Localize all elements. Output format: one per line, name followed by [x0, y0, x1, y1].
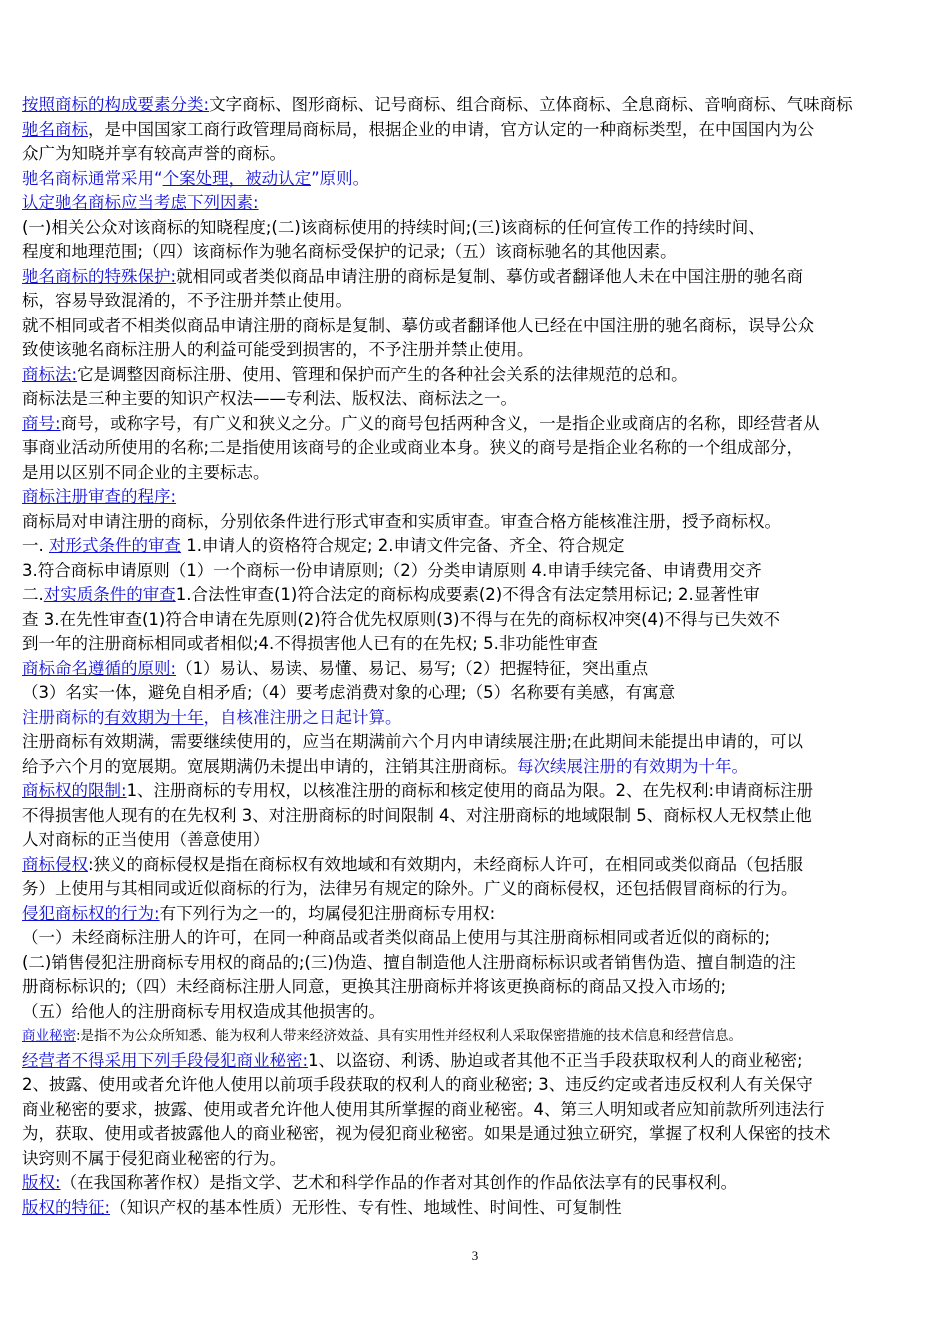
- heading-link[interactable]: 版权:: [22, 1173, 61, 1192]
- text-line: [22, 534, 930, 559]
- heading-link[interactable]: 商业秘密: [22, 1028, 76, 1044]
- body-text: 1.合法性审查(1)符合法定的商标构成要素(2)不得含有法定禁用标记; 2.显著性审: [175, 585, 760, 604]
- text-line: [22, 93, 930, 118]
- body-text: 册商标标识的;（四）未经商标注册人同意，更换其注册商标并将该更换商标的商品又投入市场的;: [22, 977, 727, 996]
- highlight-text: 每次续展注册的有效期为十年。: [517, 756, 748, 776]
- body-text: 商标局对申请注册的商标，分别依条件进行形式审查和实质审查。审查合格方能核准注册，授予商标权。: [22, 511, 781, 531]
- heading-link[interactable]: 商标命名遵循的原则:: [22, 658, 177, 678]
- text-line: [22, 265, 930, 290]
- highlight-text: ”原则。: [311, 168, 370, 188]
- heading-link[interactable]: 商标注册审查的程序:: [22, 487, 177, 506]
- body-text: (一)相关公众对该商标的知晓程度;(二)该商标使用的持续时间;(三)该商标的任何宣传工作的持续时间、: [22, 217, 765, 237]
- highlight-text: ，自核准注册之日起计算。: [203, 707, 402, 727]
- text-line: [22, 1196, 930, 1221]
- heading-link[interactable]: 对实质条件的审查: [43, 585, 176, 604]
- body-text: (二)销售侵犯注册商标专用权的商品的;(三)伪造、擅自制造他人注册商标标识或者销售伪造、擅自制造的注: [22, 952, 796, 972]
- body-text: 商业秘密的要求，披露、使用或者允许他人使用其所掌握的商业秘密。4、第三人明知或者应知前款所列违法行: [22, 1099, 825, 1119]
- text-line: [22, 1049, 930, 1074]
- body-text: （在我国称著作权）是指文学、艺术和科学作品的作者对其创作的作品依法享有的民事权利。: [60, 1173, 738, 1192]
- heading-link[interactable]: 驰名商标: [22, 119, 88, 139]
- heading-link[interactable]: 商标法:: [22, 364, 78, 384]
- heading-link[interactable]: 个案处理，被动认定: [162, 168, 312, 188]
- body-text: 3.符合商标申请原则（1）一个商标一份申请原则;（2）分类申请原则 4.申请手续完备、申请费用交齐: [22, 560, 762, 580]
- text-line: [22, 853, 930, 878]
- text-line: [22, 240, 930, 265]
- text-line: [22, 608, 930, 633]
- body-text: 诀窍则不属于侵犯商业秘密的行为。: [22, 1148, 286, 1168]
- text-line: [22, 804, 930, 829]
- text-line: [22, 877, 930, 902]
- body-text: 一.: [22, 536, 49, 555]
- body-text: 有下列行为之一的，均属侵犯注册商标专用权:: [159, 903, 496, 923]
- body-text: 众广为知晓并享有较高声誉的商标。: [22, 144, 286, 163]
- body-text: 是用以区别不同企业的主要标志。: [22, 462, 270, 482]
- text-line: [22, 338, 930, 363]
- body-text: :狭义的商标侵权是指在商标权有效地域和有效期内，未经商标人许可，在相同或类似商品（包括服: [88, 854, 804, 874]
- body-text: 1、注册商标的专用权，以核准注册的商标和核定使用的商品为限。2、在先权利:申请商标注册: [126, 781, 814, 800]
- text-line: [22, 436, 930, 461]
- body-text: 给予六个月的宽展期。宽展期满仍未提出申请的，注销其注册商标。: [22, 756, 517, 776]
- body-text: （五）给他人的注册商标专用权造成其他损害的。: [22, 1001, 385, 1021]
- body-text: 2、披露、使用或者允许他人使用以前项手段获取的权利人的商业秘密; 3、违反约定或者违反权利人有关保守: [22, 1075, 813, 1094]
- text-line: [22, 1073, 930, 1098]
- text-line: [22, 583, 930, 608]
- heading-link[interactable]: 商标侵权: [22, 854, 88, 874]
- text-line: [22, 657, 930, 682]
- body-text: 不得损害他人现有的在先权利 3、对注册商标的时间限制 4、对注册商标的地域限制 5、商标权人无权禁止他: [22, 805, 812, 825]
- heading-link[interactable]: 对形式条件的审查: [49, 536, 181, 555]
- text-line: [22, 706, 930, 731]
- heading-link[interactable]: 有效期为十年: [104, 707, 204, 727]
- body-text: 致使该驰名商标注册人的利益可能受到损害的，不予注册并禁止使用。: [22, 340, 534, 359]
- text-line: [22, 559, 930, 584]
- document-body: [22, 93, 930, 1220]
- heading-link[interactable]: 商标权的限制:: [22, 781, 127, 800]
- text-line: [22, 314, 930, 339]
- text-line: [22, 167, 930, 192]
- text-line: [22, 779, 930, 804]
- text-line: [22, 1122, 930, 1147]
- body-text: 它是调整因商标注册、使用、管理和保护而产生的各种社会关系的法律规范的总和。: [77, 364, 688, 384]
- body-text: 就不相同或者不相类似商品申请注册的商标是复制、摹仿或者翻译他人已经在中国注册的驰名商标，误导公众: [22, 315, 814, 335]
- body-text: 商号，或称字号，有广义和狭义之分。广义的商号包括两种含义，一是指企业或商店的名称，即经营者从: [60, 413, 820, 433]
- body-text: 程度和地理范围;（四）该商标作为驰名商标受保护的记录;（五）该商标驰名的其他因素。: [22, 242, 677, 261]
- body-text: （3）名实一体，避免自相矛盾;（4）要考虑消费对象的心理;（5）名称要有美感，有寓意: [22, 683, 676, 702]
- heading-link[interactable]: 经营者不得采用下列手段侵犯商业秘密:: [22, 1050, 309, 1070]
- text-line: [22, 289, 930, 314]
- text-line: [22, 118, 930, 143]
- body-text: （知识产权的基本性质）无形性、专有性、地域性、时间性、可复制性: [110, 1197, 622, 1217]
- heading-link[interactable]: 侵犯商标权的行为:: [22, 903, 160, 923]
- body-text: 1、以盗窃、利诱、胁迫或者其他不正当手段获取权利人的商业秘密;: [308, 1050, 803, 1070]
- text-line: [22, 191, 930, 216]
- body-text: 事商业活动所使用的名称;二是指使用该商号的企业或商业本身。狭义的商号是指企业名称的一个组成部分，: [22, 438, 804, 457]
- text-line: [22, 216, 930, 241]
- body-text: 注册商标有效期满，需要继续使用的，应当在期满前六个月内申请续展注册;在此期间未能提出申请的，可以: [22, 732, 804, 751]
- text-line: [22, 363, 930, 388]
- heading-link[interactable]: 商号:: [22, 413, 61, 433]
- text-line: [22, 1147, 930, 1172]
- text-line: [22, 1098, 930, 1123]
- text-line: [22, 951, 930, 976]
- text-line: [22, 902, 930, 927]
- text-line: [22, 828, 930, 853]
- body-text: ，是中国国家工商行政管理局商标局，根据企业的申请，官方认定的一种商标类型，在中国国内为公: [88, 119, 814, 139]
- text-line: [22, 510, 930, 535]
- body-text: 二.: [22, 585, 44, 604]
- heading-link[interactable]: 驰名商标的特殊保护:: [22, 266, 177, 286]
- text-line: [22, 1000, 930, 1025]
- body-text: 为，获取、使用或者披露他人的商业秘密，视为侵犯商业秘密。如果是通过独立研究，掌握了权利人保密的技术: [22, 1124, 831, 1143]
- body-text: :是指不为公众所知悉、能为权利人带来经济效益、具有实用性并经权利人采取保密措施的技术信息和经营信息。: [76, 1028, 743, 1044]
- text-line: [22, 1024, 930, 1049]
- highlight-text: 注册商标的: [22, 707, 105, 727]
- page-number: 3: [471, 1248, 479, 1263]
- body-text: 人对商标的正当使用（善意使用）: [22, 830, 270, 849]
- body-text: 到一年的注册商标相同或者相似;4.不得损害他人已有的在先权; 5.非功能性审查: [22, 634, 598, 653]
- text-line: [22, 632, 930, 657]
- text-line: [22, 485, 930, 510]
- body-text: （一）未经商标注册人的许可，在同一种商品或者类似商品上使用与其注册商标相同或者近似的商标的;: [22, 928, 771, 947]
- heading-link[interactable]: 按照商标的构成要素分类:: [22, 95, 210, 114]
- text-line: [22, 681, 930, 706]
- body-text: （1）易认、易读、易懂、易记、易写;（2）把握特征，突出重点: [176, 658, 649, 678]
- text-line: [22, 387, 930, 412]
- body-text: 商标法是三种主要的知识产权法——专利法、版权法、商标法之一。: [22, 389, 517, 408]
- text-line: [22, 755, 930, 780]
- text-line: [22, 461, 930, 486]
- text-line: [22, 926, 930, 951]
- text-line: [22, 142, 930, 167]
- highlight-text: 驰名商标通常采用“: [22, 168, 163, 188]
- body-text: 查 3.在先性审查(1)符合申请在先原则(2)符合优先权原则(3)不得与在先的商标权冲突(4)不得与已失效不: [22, 609, 780, 629]
- body-text: 文字商标、图形商标、记号商标、组合商标、立体商标、全息商标、音响商标、气味商标: [209, 95, 853, 114]
- text-line: [22, 1171, 930, 1196]
- body-text: 务）上使用与其相同或近似商标的行为，法律另有规定的除外。广义的商标侵权，还包括假冒商标的行为。: [22, 879, 798, 898]
- body-text: 就相同或者类似商品申请注册的商标是复制、摹仿或者翻译他人未在中国注册的驰名商: [176, 266, 804, 286]
- text-line: [22, 412, 930, 437]
- body-text: 标，容易导致混淆的，不予注册并禁止使用。: [22, 291, 352, 310]
- heading-link[interactable]: 版权的特征:: [22, 1197, 111, 1217]
- heading-link[interactable]: 认定驰名商标应当考虑下列因素:: [22, 193, 259, 212]
- body-text: 1.申请人的资格符合规定; 2.申请文件完备、齐全、符合规定: [181, 536, 625, 555]
- text-line: [22, 975, 930, 1000]
- text-line: [22, 730, 930, 755]
